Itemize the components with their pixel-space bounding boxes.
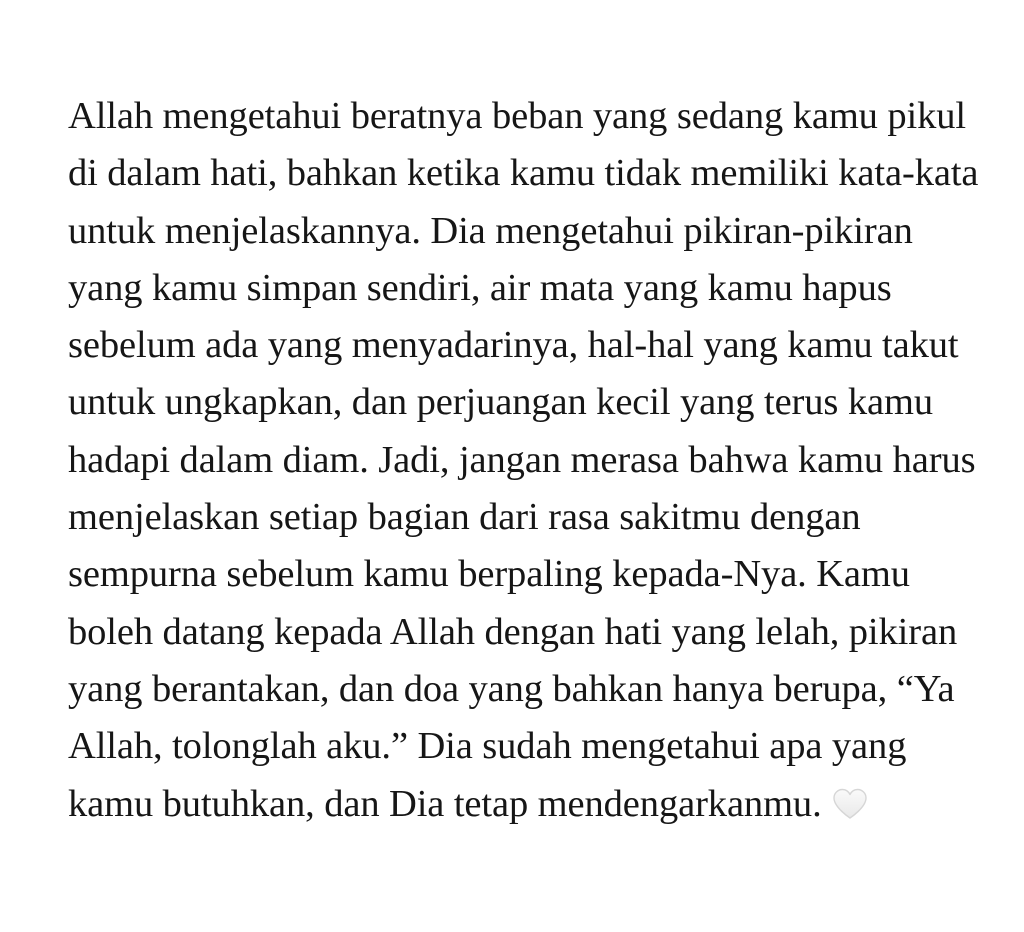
text-line: yang berantakan, dan doa yang bahkan hanya berupa, “Ya [68,667,955,710]
text-line: sebelum ada yang menyadarinya, hal-hal yang kamu takut [68,324,959,367]
text-line: sempurna sebelum kamu berpaling kepada-Nya. Kamu [68,553,910,596]
text-line: untuk ungkapkan, dan perjuangan kecil yang terus kamu [68,381,933,424]
text-line: hadapi dalam diam. Jadi, jangan merasa bahwa kamu harus [68,438,976,481]
text-body [68,88,979,833]
text-line: Allah, tolonglah aku.” Dia sudah mengetahui apa yang [68,725,907,768]
text-line-last [68,776,968,833]
text-line: yang kamu simpan sendiri, air mata yang kamu hapus [68,266,892,309]
text-line: Allah mengetahui beratnya beban yang sedang kamu pikul [68,95,966,137]
white-heart-icon [832,788,868,820]
text-line: boleh datang kepada Allah dengan hati yang lelah, pikiran [68,610,958,653]
text-line-last-text: kamu butuhkan, dan Dia tetap mendengarkanmu. [68,782,822,825]
text-line: menjelaskan setiap bagian dari rasa sakitmu dengan [68,496,861,539]
text-line: di dalam hati, bahkan ketika kamu tidak memiliki kata-kata [68,152,979,195]
text-line: untuk menjelaskannya. Dia mengetahui pikiran-pikiran [68,209,913,252]
